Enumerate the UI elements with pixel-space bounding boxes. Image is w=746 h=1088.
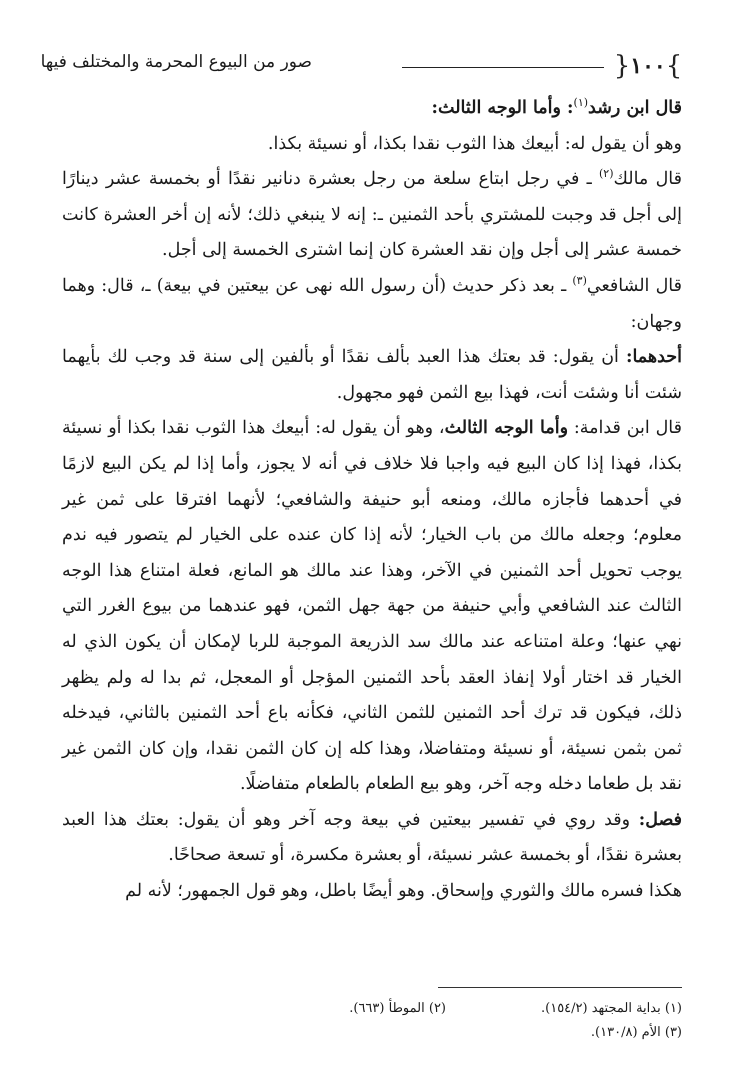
paragraph-5 [62,340,682,411]
p4-start: قال الشافعي [586,275,682,296]
p7-rest: وقد روي في تفسير بيعتين في بيعة وجه آخر وهو أن يقول: بعتك هذا العبد بعشرة نقدًا، أو بخمسة عشر نسيئة، أو بعشرة مكسرة، أو تسعة صحاحًا. [62,809,682,866]
footnote-row [60,996,682,1020]
page-number-value: ١٠٠ [630,53,666,79]
paragraph-2: وهو أن يقول له: أبيعك هذا الثوب نقدا بكذا، أو نسيئة بكذا. [267,133,682,154]
page-number-brace-left: { [613,51,631,81]
body-text [62,91,682,910]
p3-rest: ـ في رجل ابتاع سلعة من رجل بعشرة دنانير نقدًا أو بخمسة عشر دينارًا إلى أجل قد وجبت للمشتري بأحد الثمنين ـ: إنه لا ينبغي ذلك؛ لأنه إن أخر العشرة كانت خمسة عشر إلى أجل وإن نقد العشرة كان إنما اشترى الخمسة إلى أجل. [62,169,682,261]
p3-start: قال مالك [613,169,682,190]
p6-bold: وأما الوجه الثالث [444,418,569,439]
footnote-2: (٢) الموطأ (٦٦٣). [349,1000,446,1016]
paragraph-6 [62,411,682,803]
footnotes [60,996,682,1044]
paragraph-4 [62,269,682,340]
page-number-brace-right: } [665,51,683,81]
footnote-separator [438,987,682,988]
footnote-1: (١) بداية المجتهد (١٥٤/٢). [541,1000,682,1016]
p5-bold: أحدهما: [625,347,682,368]
footnote-ref-2[interactable]: (٢) [599,167,614,181]
page-number [614,48,682,84]
p4-rest: ـ بعد ذكر حديث (أن رسول الله نهى عن بيعتين في بيعة) ـ، قال: وهما وجهان: [62,275,682,332]
paragraph-7 [62,803,682,874]
running-title: صور من البيوع المحرمة والمختلف فيها [40,52,312,72]
paragraph-3 [62,162,682,269]
p1-bold-end: : وأما الوجه الثالث: [431,98,574,118]
page-header [40,48,683,88]
header-rule [402,67,604,68]
paragraph-1 [62,91,682,127]
p7-bold: فصل: [638,809,682,830]
paragraph-8: هكذا فسره مالك والثوري وإسحاق. وهو أيضًا باطل، وهو قول الجمهور؛ لأنه لم [125,881,682,902]
p6-rest: ، وهو أن يقول له: أبيعك هذا الثوب نقدا بكذا أو نسيئة بكذا، فهذا إذا كان البيع فيه واجبا فلا خلاف في أنه لا يجوز، وأما إذا لم يكن البيع لازمًا في أحدهما فأجازه مالك، ومنعه أبو حنيفة والشافعي؛ لأنهما افترقا على ثمن غير معلوم؛ وجعله مالك من باب الخيار؛ لأنه إذا كان عنده على الخيار لم يتصور فيه ندم يوجب تحويل أحد الثمنين في الآخر، وهذا عند مالك هو المانع، فعلة امتناع هذا الوجه الثالث عند الشافعي وأبي حنيفة من جهة جهل الثمن، فهو عندهما من بيوع الغرر التي نهي عنها؛ وعلة امتناعه عند مالك سد الذريعة الموجبة للربا لإمكان أن يكون الذي له الخيار قد اختار أولا إنفاذ العقد بأحد الثمنين المؤجل أو المعجل، ثم بدا له ولم يظهر ذلك، فيكون قد ترك أحد الثمنين للثمن الثاني، فكأنه باع أحد الثمنين بالثاني، فيدخله ثمن بثمن نسيئة، أو نسيئة ومتفاضلا، وهذا كله إن كان الثمن نقدا، وإن كان الثمن غير نقد بل طعاما دخله وجه آخر، وهو بيع الطعام بالطعام متفاضلًا. [62,418,682,795]
footnote-3: (٣) الأم (١٣٠/٨). [590,1024,682,1040]
footnote-ref-3[interactable]: (٣) [572,273,587,287]
p5-rest: أن يقول: قد بعتك هذا العبد بألف نقدًا أو بألفين إلى سنة قد وجب لك بأيهما شئت أنا وشئت أنت، فهذا بيع الثمن فهو مجهول. [62,347,682,403]
footnote-row [60,1020,682,1044]
p6-start: قال ابن قدامة: [568,418,682,439]
p1-bold-start: قال ابن رشد [588,98,682,118]
footnote-ref-1[interactable]: (١) [573,96,589,109]
